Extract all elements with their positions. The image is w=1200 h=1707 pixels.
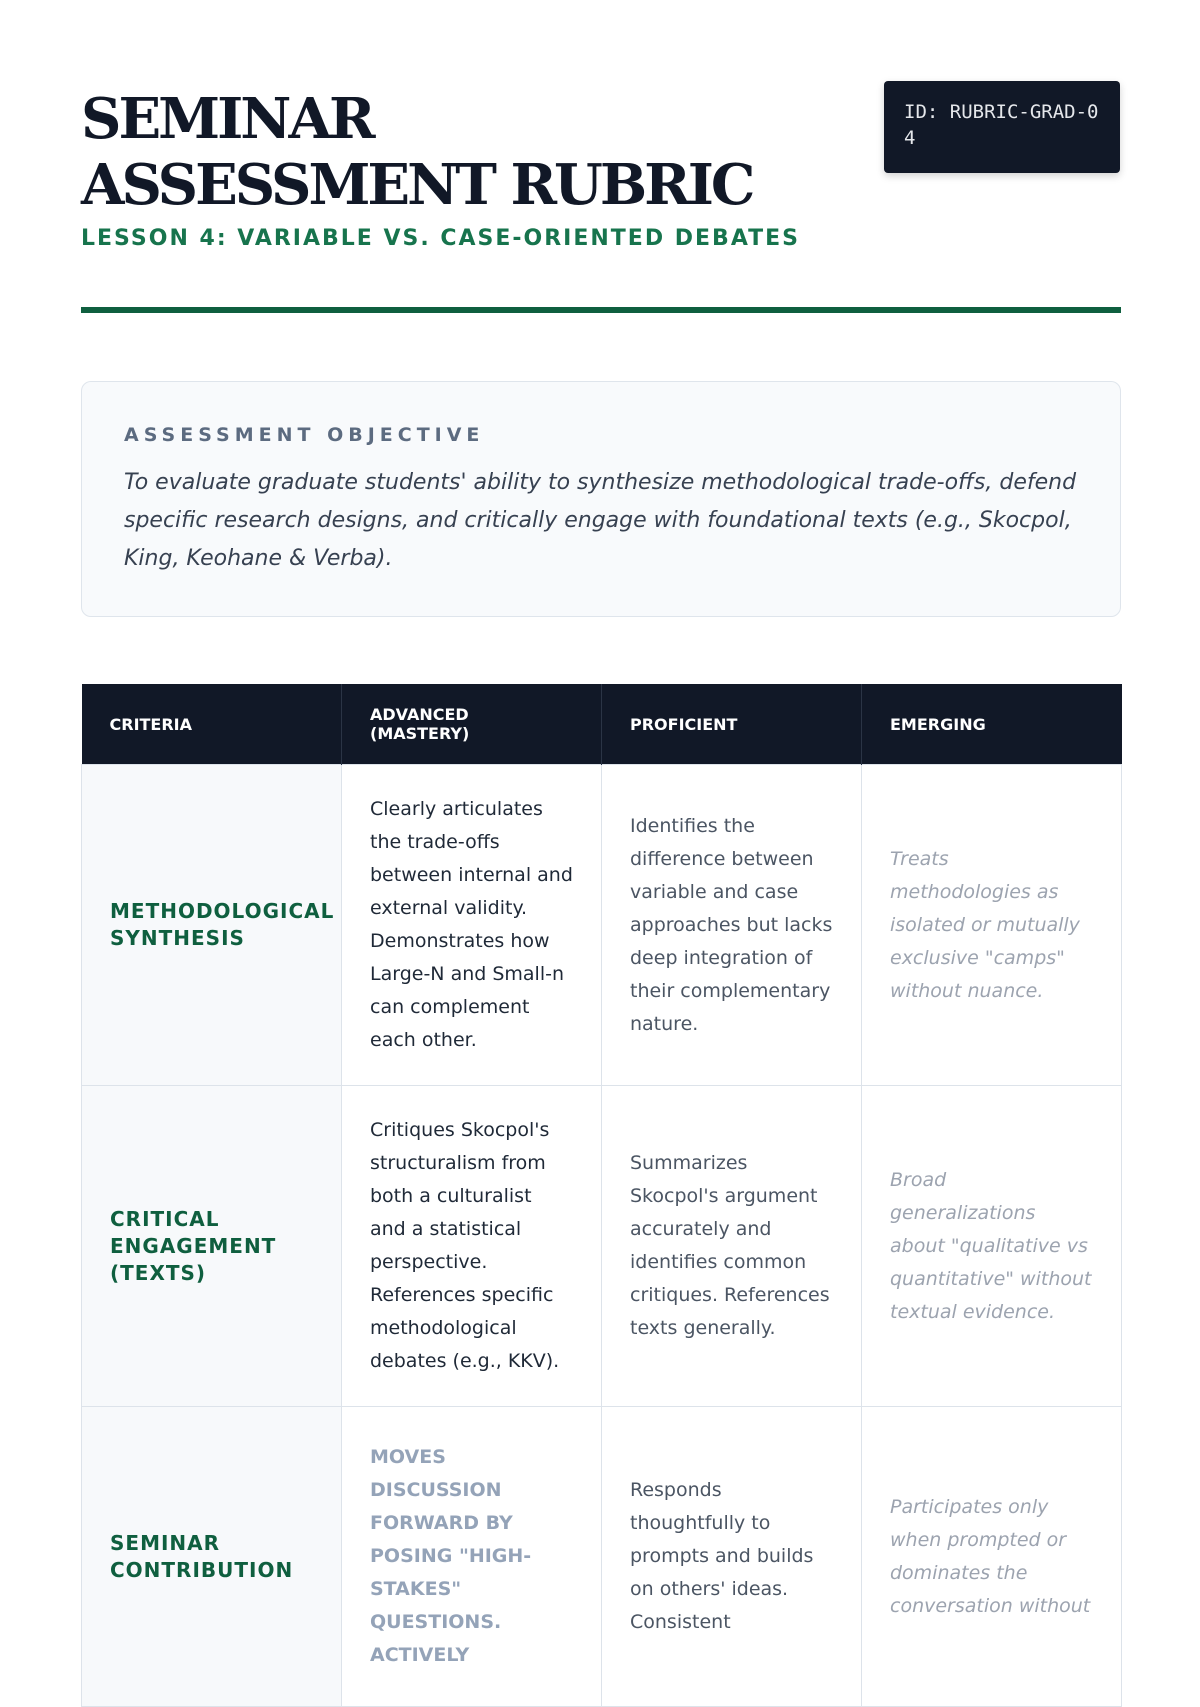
page-title: SEMINAR ASSESSMENT RUBRIC bbox=[81, 86, 753, 218]
proficient-cell: Identifies the difference between variable and case approaches but lacks deep integration of their complementary nature. bbox=[602, 765, 862, 1086]
criterion-cell: SEMINAR CONTRIBUTION bbox=[82, 1407, 342, 1707]
lesson-subtitle: LESSON 4: VARIABLE VS. CASE-ORIENTED DEBATES bbox=[81, 226, 801, 251]
table-row bbox=[82, 1407, 1122, 1707]
advanced-cell: MOVES DISCUSSION FORWARD BY POSING "HIGH-STAKES" QUESTIONS. ACTIVELY bbox=[342, 1407, 602, 1707]
advanced-cell: Clearly articulates the trade-offs between internal and external validity. Demonstrates how Large-N and Small-n can complement each other. bbox=[342, 765, 602, 1086]
advanced-cell: Critiques Skocpol's structuralism from both a culturalist and a statistical perspective. References specific methodological debates (e.g., KKV). bbox=[342, 1086, 602, 1407]
table-row bbox=[82, 1086, 1122, 1407]
rubric-id-badge: ID: RUBRIC-GRAD-04 bbox=[884, 81, 1120, 173]
column-header-advanced: ADVANCED (MASTERY) bbox=[342, 684, 602, 765]
emerging-cell: Broad generalizations about "qualitative vs quantitative" without textual evidence. bbox=[862, 1086, 1122, 1407]
column-header-criteria: CRITERIA bbox=[82, 684, 342, 765]
criterion-cell: CRITICAL ENGAGEMENT (TEXTS) bbox=[82, 1086, 342, 1407]
criterion-cell: METHODOLOGICAL SYNTHESIS bbox=[82, 765, 342, 1086]
proficient-cell: Summarizes Skocpol's argument accurately and identifies common critiques. References texts generally. bbox=[602, 1086, 862, 1407]
proficient-cell: Responds thoughtfully to prompts and builds on others' ideas. Consistent bbox=[602, 1407, 862, 1707]
objective-text: To evaluate graduate students' ability to synthesize methodological trade-offs, defend specific research designs, and critically engage with foundational texts (e.g., Skocpol, King, Keohane & Verba). bbox=[124, 470, 1077, 571]
column-header-emerging: EMERGING bbox=[862, 684, 1122, 765]
column-header-proficient: PROFICIENT bbox=[602, 684, 862, 765]
header-divider bbox=[81, 307, 1121, 313]
emerging-cell: Treats methodologies as isolated or mutually exclusive "camps" without nuance. bbox=[862, 765, 1122, 1086]
objective-box bbox=[81, 381, 1121, 617]
emerging-cell: Participates only when prompted or dominates the conversation without bbox=[862, 1407, 1122, 1707]
rubric-table bbox=[81, 684, 1122, 1707]
table-header-row bbox=[82, 684, 1122, 765]
table-row bbox=[82, 765, 1122, 1086]
objective-label: ASSESSMENT OBJECTIVE bbox=[124, 424, 485, 446]
